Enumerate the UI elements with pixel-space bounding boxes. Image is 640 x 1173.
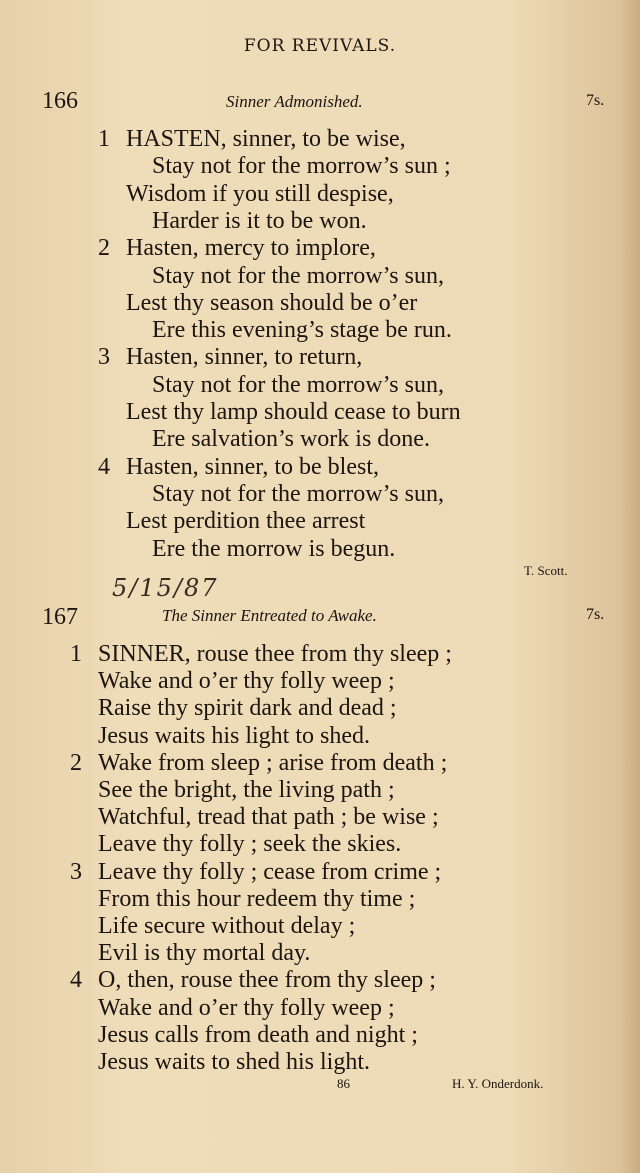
hymn-number: 166 bbox=[42, 88, 78, 114]
verse-number: 2 bbox=[70, 749, 82, 776]
verse-text: Lest thy lamp should cease to burn bbox=[126, 399, 461, 425]
hymn-title: The Sinner Entreated to Awake. bbox=[162, 606, 377, 625]
verse-number: 3 bbox=[98, 344, 110, 371]
verse-text: Stay not for the morrow’s sun, bbox=[152, 371, 444, 398]
verse-text: Wisdom if you still despise, bbox=[126, 180, 394, 207]
running-head: FOR REVIVALS. bbox=[243, 36, 397, 56]
verse-text: Wake from sleep ; arise from death ; bbox=[98, 749, 448, 776]
verse-text: From this hour redeem thy time ; bbox=[98, 885, 416, 912]
verse-number: 1 bbox=[98, 126, 110, 152]
verse-text: HASTEN, sinner, to be wise, bbox=[126, 126, 406, 152]
hymn-number: 167 bbox=[42, 604, 78, 630]
verse-text: Evil is thy mortal day. bbox=[98, 940, 311, 967]
verse-text: Leave thy folly ; cease from crime ; bbox=[98, 858, 442, 885]
verse-number: 2 bbox=[98, 235, 110, 262]
verse-text: Wake and o’er thy folly weep ; bbox=[98, 668, 395, 695]
verse-text: Jesus calls from death and night ; bbox=[98, 1021, 418, 1048]
attribution: H. Y. Onderdonk. bbox=[452, 1076, 544, 1091]
verse-text: Stay not for the morrow’s sun, bbox=[152, 262, 444, 289]
hymn-meter: 7s. bbox=[586, 606, 605, 623]
verse-text: Ere the morrow is begun. bbox=[152, 535, 396, 562]
attribution: T. Scott. bbox=[524, 563, 568, 578]
hymn-meter: 7s. bbox=[586, 92, 605, 109]
verse-text: Stay not for the morrow’s sun ; bbox=[152, 153, 451, 180]
verse-text: Lest thy season should be o’er bbox=[126, 289, 418, 316]
verse-text: Leave thy folly ; seek the skies. bbox=[98, 831, 402, 858]
verse-text: Watchful, tread that path ; be wise ; bbox=[98, 804, 439, 831]
verse-text: Wake and o’er thy folly weep ; bbox=[98, 994, 395, 1021]
verse-number: 3 bbox=[70, 858, 82, 885]
handwritten-note: 5/15/87 bbox=[112, 574, 219, 602]
verse-text: Hasten, sinner, to return, bbox=[126, 344, 363, 371]
verse-text: SINNER, rouse thee from thy sleep ; bbox=[98, 641, 452, 667]
verse-text: Hasten, mercy to implore, bbox=[126, 235, 376, 262]
verse-text: Life secure without delay ; bbox=[98, 913, 356, 939]
hymn-title: Sinner Admonished. bbox=[226, 92, 363, 111]
verse-text: Jesus waits to shed his light. bbox=[98, 1049, 371, 1075]
verse-text: Hasten, sinner, to be blest, bbox=[126, 453, 379, 480]
verse-number: 4 bbox=[70, 967, 82, 994]
verse-text: Raise thy spirit dark and dead ; bbox=[98, 695, 397, 722]
page-number: 86 bbox=[337, 1076, 350, 1091]
verse-text: Ere this evening’s stage be run. bbox=[152, 317, 452, 344]
verse-text: Lest perdition thee arrest bbox=[126, 508, 366, 535]
verse-number: 4 bbox=[98, 453, 110, 480]
verse-text: Harder is it to be won. bbox=[152, 207, 367, 234]
verse-text: See the bright, the living path ; bbox=[98, 777, 395, 803]
verse-text: O, then, rouse thee from thy sleep ; bbox=[98, 967, 436, 994]
verse-text: Jesus waits his light to shed. bbox=[98, 722, 371, 749]
verse-text: Stay not for the morrow’s sun, bbox=[152, 480, 444, 507]
verse-number: 1 bbox=[70, 641, 82, 667]
verse-text: Ere salvation’s work is done. bbox=[152, 426, 430, 453]
